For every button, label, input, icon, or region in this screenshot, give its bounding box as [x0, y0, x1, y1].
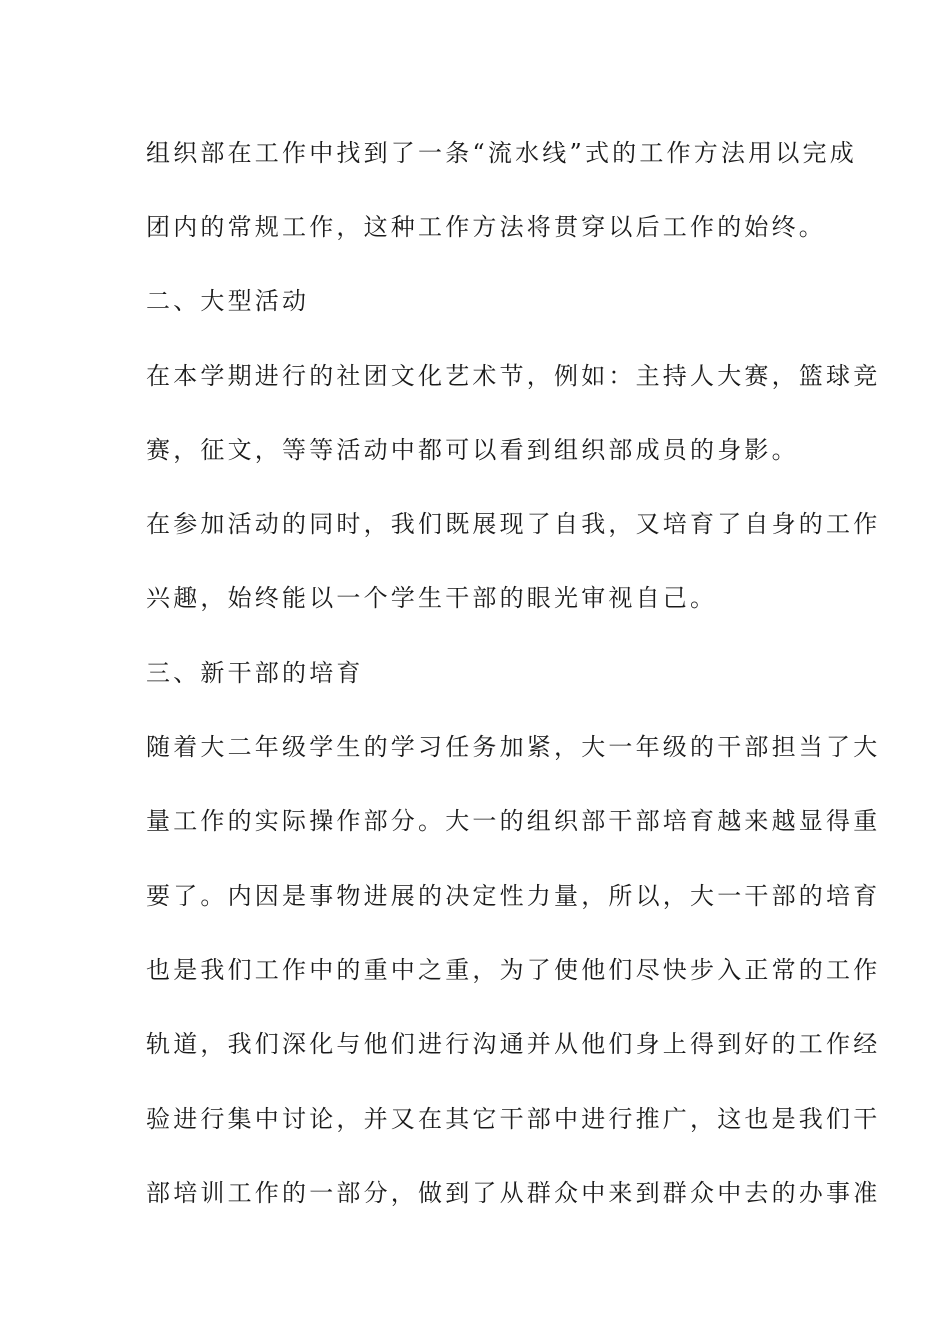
- paragraph-line: 验进行集中讨论，并又在其它干部中进行推广，这也是我们干: [146, 1105, 881, 1133]
- paragraph-line: 部培训工作的一部分，做到了从群众中来到群众中去的办事准: [146, 1179, 881, 1207]
- paragraph-line: 在本学期进行的社团文化艺术节，例如：主持人大赛，篮球竞: [146, 362, 881, 390]
- paragraph-line: 随着大二年级学生的学习任务加紧，大一年级的干部担当了大: [146, 733, 881, 761]
- paragraph-line: 兴趣，始终能以一个学生干部的眼光审视自己。: [146, 584, 718, 612]
- paragraph-line: 要了。内因是事物进展的决定性力量，所以，大一干部的培育: [146, 882, 881, 910]
- paragraph-line: 量工作的实际操作部分。大一的组织部干部培育越来越显得重: [146, 807, 881, 835]
- section-heading: 二、大型活动: [146, 287, 310, 315]
- paragraph-line: 也是我们工作中的重中之重，为了使他们尽快步入正常的工作: [146, 956, 881, 984]
- paragraph-line: 轨道，我们深化与他们进行沟通并从他们身上得到好的工作经: [146, 1030, 881, 1058]
- paragraph-line: 团内的常规工作，这种工作方法将贯穿以后工作的始终。: [146, 213, 826, 241]
- paragraph-line: 在参加活动的同时，我们既展现了自我，又培育了自身的工作: [146, 510, 881, 538]
- paragraph-line: 组织部在工作中找到了一条“流水线”式的工作方法用以完成: [146, 139, 857, 167]
- section-heading: 三、新干部的培育: [146, 659, 364, 687]
- paragraph-line: 赛，征文，等等活动中都可以看到组织部成员的身影。: [146, 436, 799, 464]
